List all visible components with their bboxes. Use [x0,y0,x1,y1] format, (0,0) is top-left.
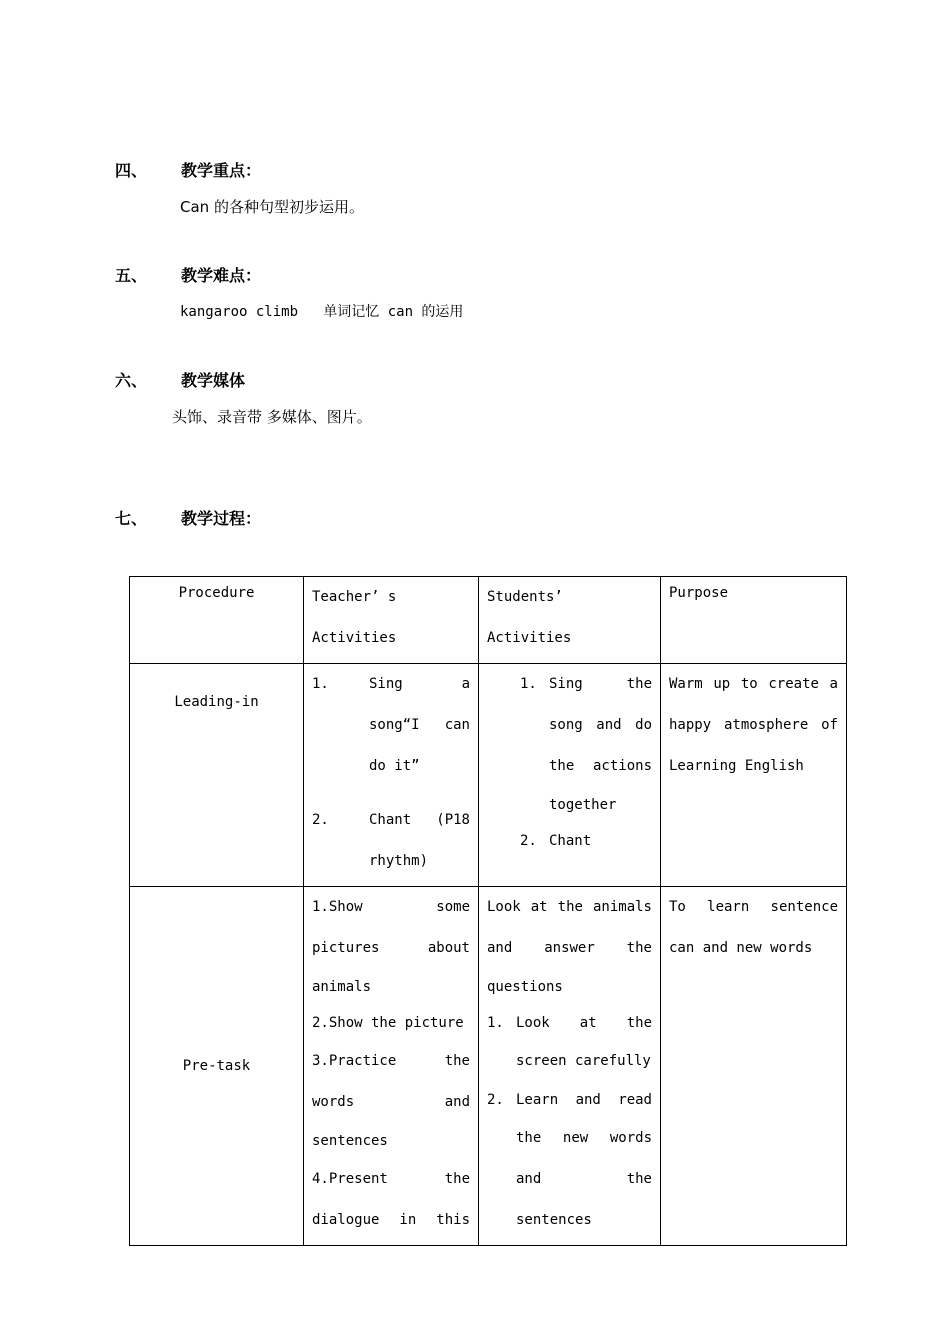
list-item: Warm up to create a [669,676,838,692]
list-item: rhythm) [369,853,429,869]
section-7-heading [115,509,261,529]
header-students [479,577,661,664]
row1-students-item2 [520,823,652,859]
list-item: the actions [549,758,652,774]
list-item: Learn and read [516,1092,652,1108]
section-4-heading [115,161,261,181]
list-item: Learning English [669,758,804,774]
row1-students-item2-text: Chant [549,833,592,849]
row1-purpose [661,664,847,887]
section-5-number: 五、 [115,266,148,285]
list-item: screen carefully [516,1053,651,1069]
list-item: words and [312,1094,470,1110]
section-5-heading [115,266,261,286]
row1-students-item1-num: 1. [520,676,537,692]
list-item: animals [312,979,372,995]
list-item: and the [516,1171,652,1187]
section-5-body: kangaroo climb 单词记忆 can 的运用 [180,304,464,320]
row2-procedure: Pre-task [130,887,304,1246]
header-teacher-line1: Teacher’ s [312,589,397,605]
list-item: 2.Show the picture [312,1015,464,1031]
list-item: questions [487,979,563,995]
list-item: can and new words [669,940,813,956]
section-7-number: 七、 [115,509,148,528]
row1-students-item1 [520,664,652,823]
header-students-line1: Students’ [487,589,563,605]
list-item: sentences [312,1133,388,1149]
list-item: 4.Present the [312,1171,470,1187]
list-item: do it” [369,758,420,774]
header-teacher [304,577,479,664]
section-4-number: 四、 [115,161,148,180]
list-item: happy atmosphere of [669,717,838,733]
list-item: and answer the [487,940,652,956]
row1-teacher-item2 [312,800,470,882]
section-6-body: 头饰、录音带 多媒体、图片。 [172,408,372,426]
section-4-body: Can 的各种句型初步运用。 [180,198,364,216]
list-item: Sing the [549,676,652,692]
list-item: To learn sentence [669,899,838,915]
section-7-title: 教学过程： [181,509,262,528]
list-item: the new words [516,1130,652,1146]
row1-students-item2-num: 2. [520,833,537,849]
row1-students [479,664,661,887]
list-item: song and do [549,717,652,733]
section-6-heading [115,371,245,391]
list-item: together [549,797,617,813]
section-5-title: 教学难点： [181,266,262,285]
header-procedure: Procedure [130,577,304,664]
list-item: song“I can [369,717,470,733]
list-item: sentences [516,1212,592,1228]
header-purpose: Purpose [661,577,847,664]
list-item: pictures about [312,940,470,956]
list-item: 3.Practice the [312,1053,470,1069]
list-item: Look at the animals [487,899,652,915]
row2-students-item1 [487,1005,652,1082]
header-students-line2: Activities [487,630,572,646]
row2-students [479,887,661,1246]
row2-students-item2 [487,1082,652,1241]
row2-teacher [304,887,479,1246]
row1-teacher-item1 [312,664,470,787]
row1-procedure: Leading-in [130,664,304,887]
list-item: Chant (P18 [369,812,470,828]
row1-teacher-item1-num: 1. [312,676,329,692]
row2-students-item2-num: 2. [487,1092,504,1108]
row1-teacher-item2-num: 2. [312,812,329,828]
list-item: Sing a [369,676,470,692]
list-item: 1.Show some [312,899,470,915]
row2-purpose [661,887,847,1246]
list-item: Look at the [516,1015,652,1031]
table-header-row [130,577,847,664]
section-6-number: 六、 [115,371,148,390]
list-item: dialogue in this [312,1212,470,1228]
header-teacher-line2: Activities [312,630,397,646]
section-6-title: 教学媒体 [181,371,246,390]
table-row [130,887,847,1246]
table-row [130,664,847,887]
procedure-table [129,576,847,1246]
row1-teacher [304,664,479,887]
row2-students-item1-num: 1. [487,1015,504,1031]
section-4-title: 教学重点： [181,161,262,180]
